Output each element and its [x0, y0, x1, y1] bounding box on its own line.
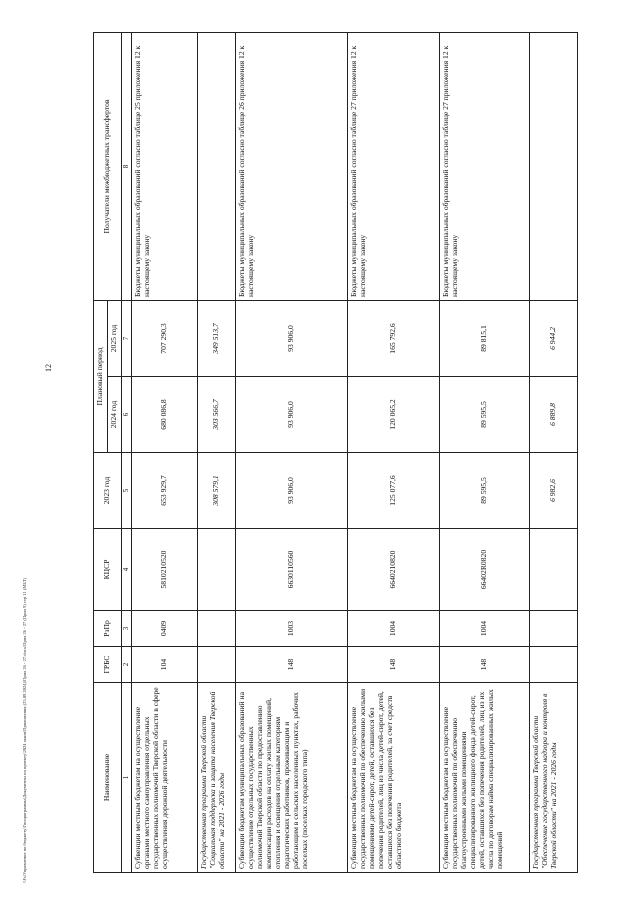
col-number: 6	[121, 377, 131, 453]
table-row	[529, 33, 577, 873]
row-grbs: 148	[235, 647, 347, 683]
rotated-page	[93, 33, 558, 873]
row-kcsr	[197, 529, 235, 611]
row-2025: 89 815,1	[439, 301, 529, 377]
table-row	[439, 33, 529, 873]
header-rzpr: РзПр	[94, 611, 122, 647]
row-2025: 349 513,7	[197, 301, 235, 377]
row-rzpr	[529, 611, 577, 647]
row-2025: 707 290,3	[131, 301, 197, 377]
row-2024: 93 906,0	[235, 377, 347, 453]
header-2024: 2024 год	[107, 377, 121, 453]
file-path-footer: \\Fs\Управление по бюджету\Госпрограммы\Документы по проекту\2024 закон\Приложения (23.09.2024)\Прил 26 - 27.docx\Прил 26 - 27 (Прил 9) стр 11 (МБТ)	[22, 577, 27, 883]
row-2023: 93 906,0	[235, 453, 347, 529]
row-grbs: 104	[131, 647, 197, 683]
row-kcsr: 6630110560	[235, 529, 347, 611]
header-name: Наименование	[94, 683, 122, 873]
table-row	[347, 33, 439, 873]
row-name: Субвенции бюджетам муниципальных образований на осуществление отдельных государственных полномочий Тверской области по предоставлению компенсации расходов на оплату жилых помещений, отопления и освещения отдельным категориям педагогических работников, проживающим и работающим в сельских населенных пунктах, рабочих поселках (поселках городского типа)	[235, 683, 347, 873]
row-2023: 653 929,7	[131, 453, 197, 529]
row-kcsr: 5810210520	[131, 529, 197, 611]
row-2024: 6 889,8	[529, 377, 577, 453]
transfers-table	[93, 32, 578, 873]
row-rzpr: 1004	[439, 611, 529, 647]
col-number: 8	[121, 33, 131, 301]
row-2025: 93 906,0	[235, 301, 347, 377]
row-2023: 125 077,6	[347, 453, 439, 529]
row-recipients	[197, 33, 235, 301]
header-recipients: Получатели межбюджетных трансфертов	[94, 33, 122, 301]
row-2024: 680 086,8	[131, 377, 197, 453]
col-number: 3	[121, 611, 131, 647]
header-plan-period: Плановый период	[94, 301, 108, 453]
row-recipients: Бюджеты муниципальных образований согласно таблице 25 приложения 12 к настоящему закону	[131, 33, 197, 301]
row-recipients: Бюджеты муниципальных образований согласно таблице 27 приложения 12 к настоящему закону	[347, 33, 439, 301]
row-2024: 120 065,2	[347, 377, 439, 453]
row-grbs: 148	[347, 647, 439, 683]
row-2024: 303 566,7	[197, 377, 235, 453]
col-number: 2	[121, 647, 131, 683]
row-rzpr: 1003	[235, 611, 347, 647]
col-number: 4	[121, 529, 131, 611]
row-grbs	[529, 647, 577, 683]
row-2023: 308 579,1	[197, 453, 235, 529]
row-2024: 89 595,5	[439, 377, 529, 453]
header-kcsr: КЦСР	[94, 529, 122, 611]
header-grbs: ГРБС	[94, 647, 122, 683]
col-number: 7	[121, 301, 131, 377]
row-2023: 89 595,5	[439, 453, 529, 529]
row-2025: 165 792,6	[347, 301, 439, 377]
table-row	[197, 33, 235, 873]
row-kcsr	[529, 529, 577, 611]
row-rzpr	[197, 611, 235, 647]
row-name: Государственная программа Тверской области "Обеспечение государственного надзора и контроля в Тверской области" на 2021 - 2026 годы	[529, 683, 577, 873]
row-grbs: 148	[439, 647, 529, 683]
table-row	[131, 33, 197, 873]
header-2025: 2025 год	[107, 301, 121, 377]
row-recipients: Бюджеты муниципальных образований согласно таблице 26 приложения 12 к настоящему закону	[235, 33, 347, 301]
row-kcsr: 6640210820	[347, 529, 439, 611]
row-recipients: Бюджеты муниципальных образований согласно таблице 27 приложения 12 к настоящему закону	[439, 33, 529, 301]
col-number: 5	[121, 453, 131, 529]
row-name: Государственная программа Тверской области "Социальная поддержка и защита населения Тверской области" на 2021 - 2026 годы	[197, 683, 235, 873]
page-number: 12	[44, 364, 53, 372]
row-rzpr: 0409	[131, 611, 197, 647]
row-recipients	[529, 33, 577, 301]
row-2025: 6 944,2	[529, 301, 577, 377]
row-name: Субвенции местным бюджетам на осуществление государственных полномочий по обеспечению благоустроенными жилыми помещениями специализированного жилищного фонда детей-сирот, детей, оставшихся без попечения родителей, лиц из их числа по договорам найма специализированных жилых помещений	[439, 683, 529, 873]
col-number: 1	[121, 683, 131, 873]
row-grbs	[197, 647, 235, 683]
row-kcsr: 66402R0820	[439, 529, 529, 611]
row-2023: 6 982,6	[529, 453, 577, 529]
row-rzpr: 1004	[347, 611, 439, 647]
header-2023: 2023 год	[94, 453, 122, 529]
row-name: Субвенции местным бюджетам на осуществление органами местного самоуправления отдельных государственных полномочий Тверской области в сфере осуществления дорожной деятельности	[131, 683, 197, 873]
row-name: Субвенции местным бюджетам на осуществление государственных полномочий по обеспечению жилыми помещениями детей-сирот, детей, оставшихся без попечения родителей, лиц из числа детей-сирот, детей, оставшихся без попечения родителей, за счет средств областного бюджета	[347, 683, 439, 873]
table-row	[235, 33, 347, 873]
